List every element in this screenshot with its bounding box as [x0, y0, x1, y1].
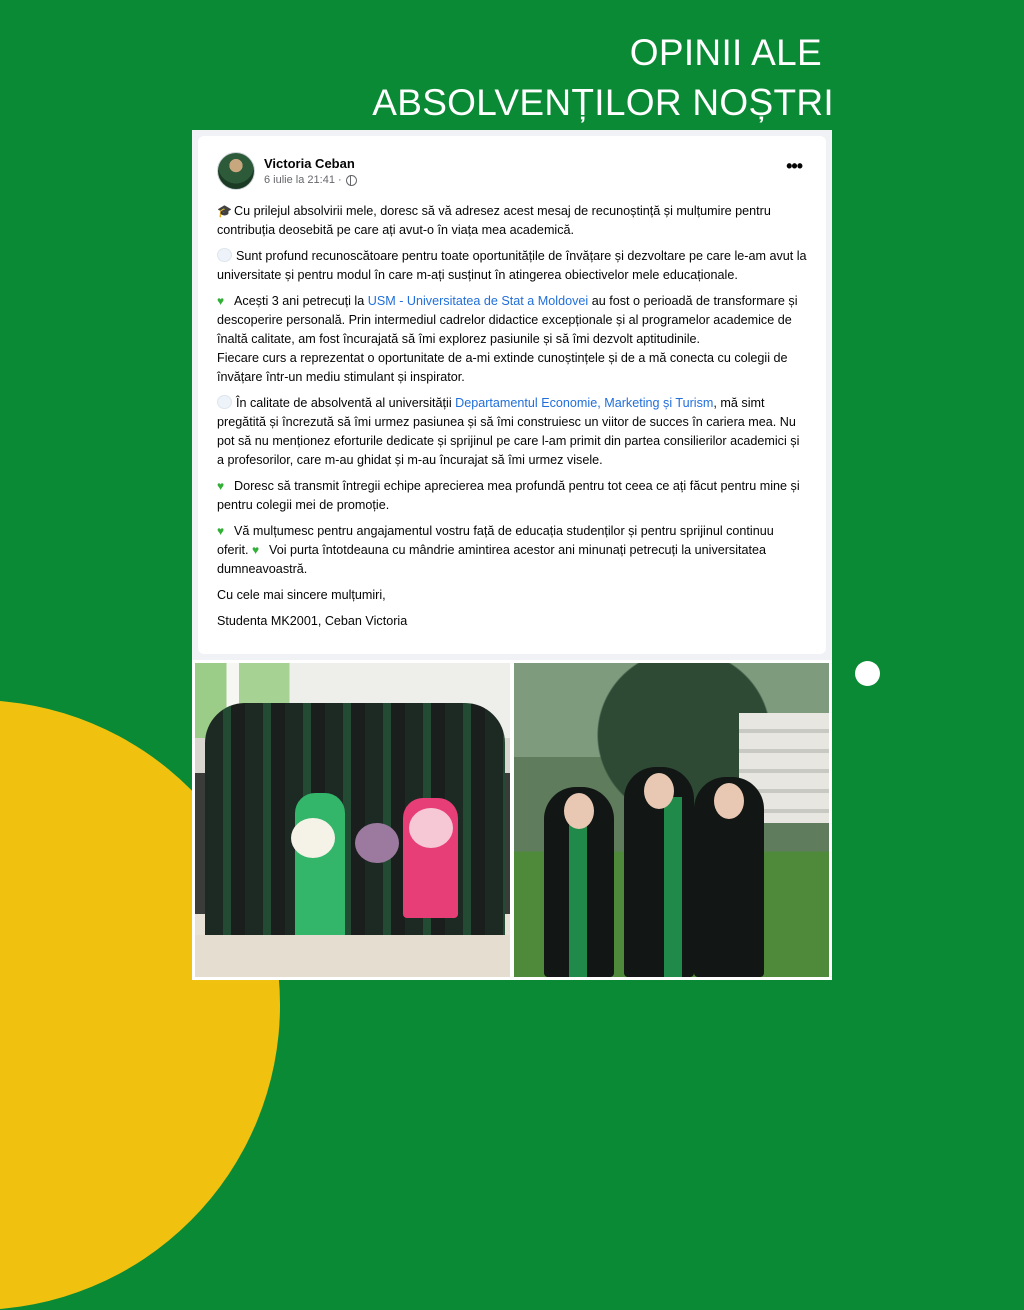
green-heart-icon: ♥ [217, 479, 225, 493]
graduate-face [644, 773, 674, 809]
graduate-face [564, 793, 594, 829]
paragraph-6-text-a: Vă mulțumesc pentru angajamentul vostru față de educația studenților și pentru sprijinul continuu oferit. [217, 524, 774, 557]
paragraph-7: Cu cele mai sincere mulțumiri, [217, 588, 386, 602]
paragraph-4-text-a: În calitate de absolventă al universității [236, 396, 452, 410]
graduate-face [714, 783, 744, 819]
more-options-icon[interactable]: ••• [786, 156, 802, 176]
flower-basket [355, 823, 399, 863]
graduates-group [205, 703, 505, 947]
paragraph-5-text: Doresc să transmit întregii echipe aprecierea mea profundă pentru tot ceea ce ați făcut pentru mine și pentru colegii mei de promoție. [217, 479, 800, 512]
facebook-post-card [192, 130, 832, 660]
paragraph-1 [217, 202, 808, 240]
green-heart-icon: ♥ [217, 524, 225, 538]
flower-bouquet [409, 808, 453, 848]
post-body [217, 202, 808, 631]
paragraph-6 [217, 522, 808, 579]
paragraph-3-text-a: Acești 3 ani petrecuți la [234, 294, 365, 308]
author-name[interactable]: Victoria Ceban [264, 156, 355, 171]
graduation-icon: 🎓 [217, 204, 232, 218]
title-line-2: ABSOLVENȚILOR NOȘTRI [372, 82, 834, 123]
author-block [264, 156, 357, 186]
paragraph-5 [217, 477, 808, 515]
paragraph-4-text-b: , mă simt pregătită și încrezută să îmi urmez pasiunea și să îmi construiesc un viitor de succes în cariera mea. Nu pot să nu menționez eforturile dedicate și sprijinul pe care l-am primit din partea consilierilor academici și a profesorilor, care m-au ghidat și m-au încurajat să îmi urmez visele. [217, 396, 800, 467]
paragraph-2 [217, 247, 808, 285]
title-line-1: OPINII ALE [629, 32, 822, 73]
three-graduates-photo[interactable] [514, 663, 829, 977]
globe-icon [346, 175, 357, 186]
paragraph-4 [217, 394, 808, 470]
post-content [198, 136, 826, 654]
page-title [372, 28, 834, 128]
paragraph-2-text: Sunt profund recunoscătoare pentru toate oportunitățile de învățare și dezvoltare pe care le-am avut la universitate și pentru modul în care m-ați susținut în atingerea obiectivelor mele educaționale. [217, 249, 807, 282]
photo-gallery [192, 660, 832, 980]
department-link[interactable]: Departamentul Economie, Marketing și Turism [455, 396, 714, 410]
usm-link[interactable]: USM - Universitatea de Stat a Moldovei [367, 294, 589, 308]
green-heart-icon: ♥ [252, 543, 260, 557]
photo-floor [195, 935, 510, 977]
green-heart-icon: ♥ [217, 294, 225, 308]
graduate-sash [569, 817, 587, 977]
paragraph-3-text-c: Fiecare curs a reprezentat o oportunitate de a-mi extinde cunoștințele și de a mă conecta cu colegii de învățare într-un mediu stimulant și inspirator. [217, 351, 788, 384]
paragraph-1-text: Cu prilejul absolvirii mele, doresc să vă adresez acest mesaj de recunoștință și mulțumire pentru contribuția deosebită pe care ați avut-o în viața mea academică. [217, 204, 771, 237]
thought-bubble-icon [217, 248, 232, 262]
paragraph-3-text-b: au fost o perioadă de transformare și descoperire personală. Prin intermediul cadrelor didactice excepționale și al programelor academice de înaltă calitate, am fost încurajată să îmi explorez pasiunile și să îmi dezvolt aptitudinile. [217, 294, 798, 346]
avatar[interactable] [217, 152, 255, 190]
group-graduation-photo[interactable] [195, 663, 510, 977]
thought-bubble-icon [217, 395, 232, 409]
post-header [217, 152, 808, 190]
white-decorative-dot [855, 661, 880, 686]
graduate-sash [664, 797, 682, 977]
paragraph-6-text-b: Voi purta întotdeauna cu mândrie amintirea acestor ani minunați petrecuți la universitatea dumneavoastră. [217, 543, 767, 576]
paragraph-8: Studenta MK2001, Ceban Victoria [217, 614, 408, 628]
figure-green-suit [295, 793, 345, 943]
flower-bouquet [291, 818, 335, 858]
paragraph-3 [217, 292, 808, 387]
post-timestamp[interactable]: 6 iulie la 21:41 · [264, 174, 342, 186]
post-meta [264, 174, 357, 186]
